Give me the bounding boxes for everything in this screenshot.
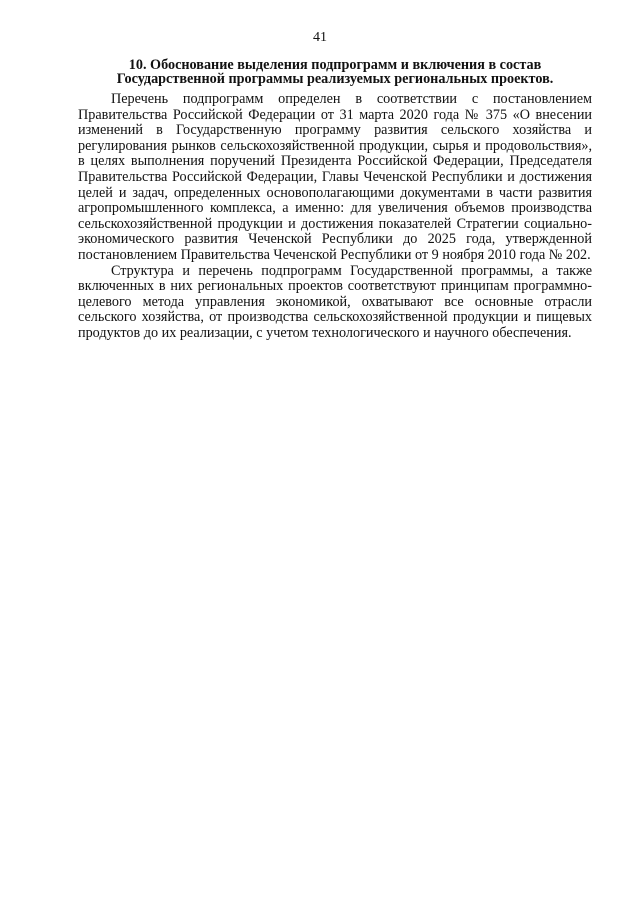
section-heading — [78, 58, 592, 86]
section-heading-line-2: Государственной программы реализуемых региональных проектов. — [116, 71, 554, 87]
paragraph-program-structure: Структура и перечень подпрограмм Государственной программы, а также включенных в них региональных проектов соответствуют принципам программно-целевого метода управления экономикой, охватывают все основные отрасли сельского хозяйства, от производства сельскохозяйственной продукции и пищевых продуктов до их реализации, с учетом технологического и научного обеспечения. — [78, 262, 592, 341]
page-number: 41 — [313, 30, 327, 45]
paragraph-subprograms-list: Перечень подпрограмм определен в соответствии с постановлением Правительства Российской Федерации от 31 марта 2020 года № 375 «О внесении изменений в Государственную программу развития сельского хозяйства и регулирования рынков сельскохозяйственной продукции, сырья и продовольствия», в целях выполнения поручений Президента Российской Федерации, Председателя Правительства Российской Федерации, Главы Чеченской Республики и достижения целей и задач, определенных основополагающими документами в части развития агропромышленного комплекса, а именно: для увеличения объемов производства сельскохозяйственной продукции и достижения показателей Стратегии социально-экономического развития Чеченской Республики до 2025 года, утвержденной постановлением Правительства Чеченской Республики от 9 ноября 2010 года № 202. — [78, 91, 592, 263]
section-body — [78, 92, 592, 342]
section-heading-line-1: 10. Обоснование выделения подпрограмм и включения в состав — [128, 57, 542, 73]
